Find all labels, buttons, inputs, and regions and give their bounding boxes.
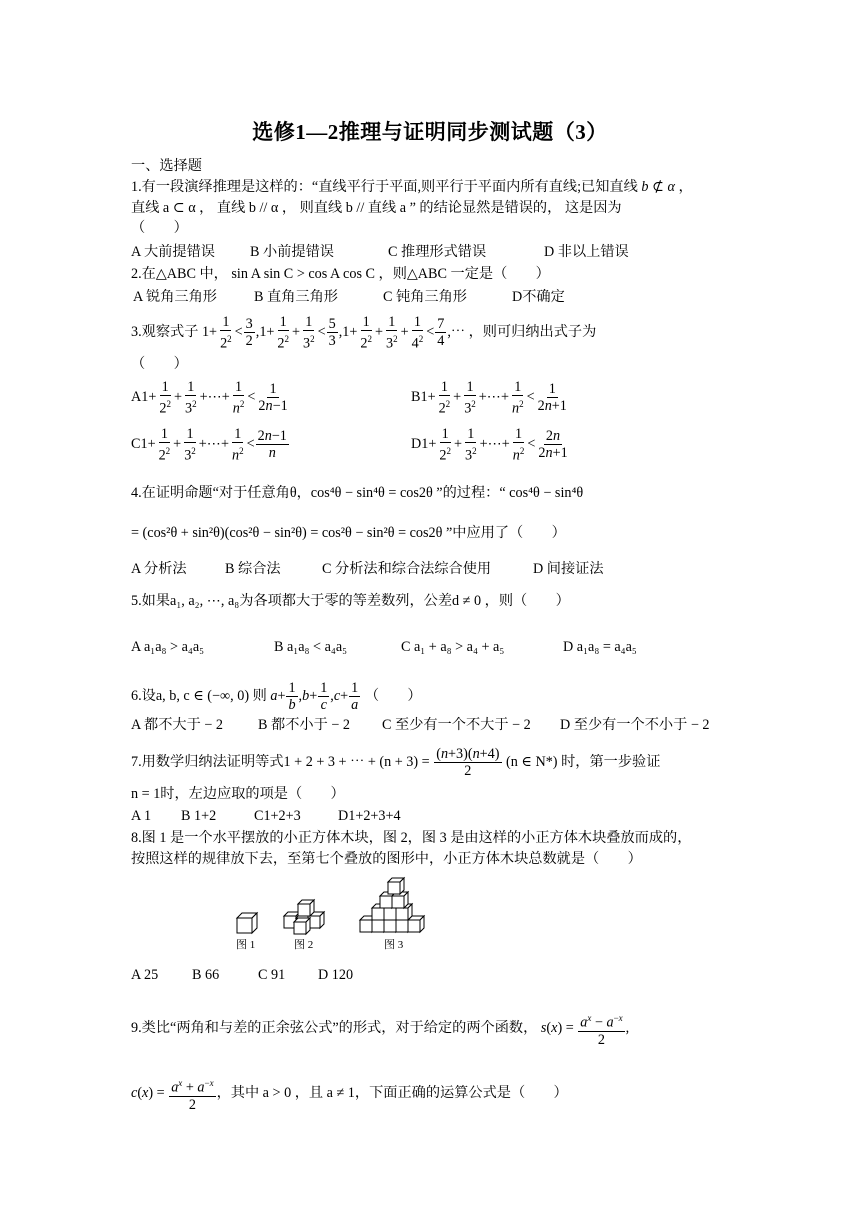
q4-option-c: C 分析法和综合法综合使用	[322, 561, 492, 577]
q5-option-d: D a₁a₈ = a₄a₅	[563, 639, 637, 655]
q7-option-d: D1+2+3+4	[338, 808, 401, 824]
q8-option-a: A 25	[131, 967, 159, 983]
q1-stem-line2: 直线 a ⊂ α ， 直线 b // α ， 则直线 b // 直线 a ” 的结论显然是错误的， 这是因为	[131, 200, 622, 216]
q7-stem-line2: n = 1时，左边应取的项是（ ）	[131, 786, 345, 802]
q2-option-a: A 锐角三角形	[133, 289, 217, 305]
q9-stem-line1: 9.类比“两角和与差的正余弦公式”的形式，对于给定的两个函数， s(x) = $\frac{a^x - a^{-x}}{2}$ ,	[131, 1010, 629, 1048]
q8-option-b: B 66	[192, 967, 220, 983]
q4-option-d: D 间接证法	[533, 561, 604, 577]
cube-stack-drawing	[232, 872, 452, 952]
q6-option-a: A 都不大于 − 2	[131, 717, 223, 733]
q7-option-c: C1+2+3	[254, 808, 301, 824]
q7-option-a: A 1	[131, 808, 152, 824]
q4-stem-line2: = (cos²θ + sin²θ)(cos²θ − sin²θ) = cos²θ − sin²θ = cos2θ ”中应用了（ ）	[131, 525, 566, 541]
q5-option-c: C a₁ + a₈ > a₄ + a₅	[401, 639, 505, 655]
cube-stack-figure	[232, 872, 452, 957]
q8-option-c: C 91	[258, 967, 286, 983]
q7-option-b: B 1+2	[181, 808, 217, 824]
q4-stem-line1: 4.在证明命题“对于任意角θ，cos⁴θ − sin⁴θ = cos2θ ”的过程：“ cos⁴θ − sin⁴θ	[131, 485, 584, 501]
q7-stem-line1: 7.用数学归纳法证明等式1 + 2 + 3 + ⋯ + (n + 3) = $\frac{(n+3)(n+4)}{2}$ (n ∈ N*) 时，第一步验证	[131, 746, 661, 779]
q3-option-b: B1+ $\frac{1}{2^2}$ + $\frac{1}{3^2}$ +⋯+ $\frac{1}{n^2}$ < $\frac{1}{2n+1}$	[411, 379, 567, 417]
q6-option-b: B 都不小于 − 2	[258, 717, 350, 733]
q6-option-d: D 至少有一个不小于 − 2	[560, 717, 710, 733]
q8-option-d: D 120	[318, 967, 354, 983]
q6-option-c: C 至少有一个不大于 − 2	[382, 717, 531, 733]
q3-option-c: C1+ $\frac{1}{2^2}$ + $\frac{1}{3^2}$ +⋯+ $\frac{1}{n^2}$ < $\frac{2n-1}{n}$	[131, 426, 287, 464]
figure-2-cubes	[284, 900, 324, 934]
figure-2-label: 图 2	[294, 939, 314, 951]
q5-stem: 5.如果a₁, a₂, ⋯, a₈为各项都大于零的等差数列，公差d ≠ 0 ，则（ ）	[131, 593, 570, 609]
q1-option-d: D 非以上错误	[544, 244, 629, 260]
q3-option-a: A1+ $\frac{1}{2^2}$ + $\frac{1}{3^2}$ +⋯+ $\frac{1}{n^2}$ < $\frac{1}{2n-1}$	[131, 379, 288, 417]
q8-stem-line1: 8.图 1 是一个水平摆放的小正方体木块，图 2，图 3 是由这样的小正方体木块叠放而成的，	[131, 830, 692, 846]
q8-stem-line2: 按照这样的规律放下去，至第七个叠放的图形中，小正方体木块总数就是（ ）	[131, 851, 642, 867]
q5-option-a: A a₁a₈ > a₄a₅	[131, 639, 205, 655]
q2-stem: 2.在△ABC 中， sin A sin C > cos A cos C ，则△ABC 一定是（ ）	[131, 266, 550, 282]
figure-1-label: 图 1	[236, 939, 256, 951]
figure-1-cube	[237, 913, 257, 933]
section-heading: 一、选择题	[131, 158, 202, 174]
q1-option-a: A 大前提错误	[131, 244, 215, 260]
q3-paren: （ ）	[131, 356, 188, 372]
q4-option-a: A 分析法	[131, 561, 187, 577]
q1-stem-line1: 1.有一段演绎推理是这样的：“直线平行于平面,则平行于平面内所有直线;已知直线 b ⊄ α ，	[131, 179, 693, 195]
figure-3-cubes	[360, 878, 424, 932]
page-title: 选修1—2推理与证明同步测试题（3）	[252, 120, 608, 144]
q3-stem: 3.观察式子 1+ $\frac{1}{2^2}$ < $\frac{3}{2}$ ,1+ $\frac{1}{2^2}$ + $\frac{1}{3^2}$ < $\frac{5}{3}$ ,1+ $\frac{1}{2^2}$ + $\frac{1}{3^2}$ + $\frac{1}{4^2}$ < $\frac{7}{4}$ ,⋯ ，则可归纳出式子为	[131, 314, 597, 352]
q2-option-c: C 钝角三角形	[383, 289, 467, 305]
q2-option-d: D不确定	[512, 289, 565, 305]
q5-option-b: B a₁a₈ < a₄a₅	[274, 639, 348, 655]
q1-paren: （ ）	[131, 220, 188, 236]
figure-3-label: 图 3	[384, 939, 404, 951]
q1-option-c: C 推理形式错误	[388, 244, 487, 260]
q1-option-b: B 小前提错误	[250, 244, 334, 260]
q9-stem-line2: c(x) = $\frac{a^x + a^{-x}}{2}$ ，其中 a > 0 ，且 a ≠ 1，下面正确的运算公式是（ ）	[131, 1075, 568, 1113]
q6-stem: 6.设a, b, c ∈ (−∞, 0) 则 a+ $\frac{1}{b}$ ,b+ $\frac{1}{c}$ ,c+ $\frac{1}{a}$ （ ）	[131, 680, 422, 713]
q4-option-b: B 综合法	[225, 561, 281, 577]
q3-option-d: D1+ $\frac{1}{2^2}$ + $\frac{1}{3^2}$ +⋯+ $\frac{1}{n^2}$ < $\frac{2n}{2n+1}$	[411, 426, 568, 464]
q2-option-b: B 直角三角形	[254, 289, 338, 305]
